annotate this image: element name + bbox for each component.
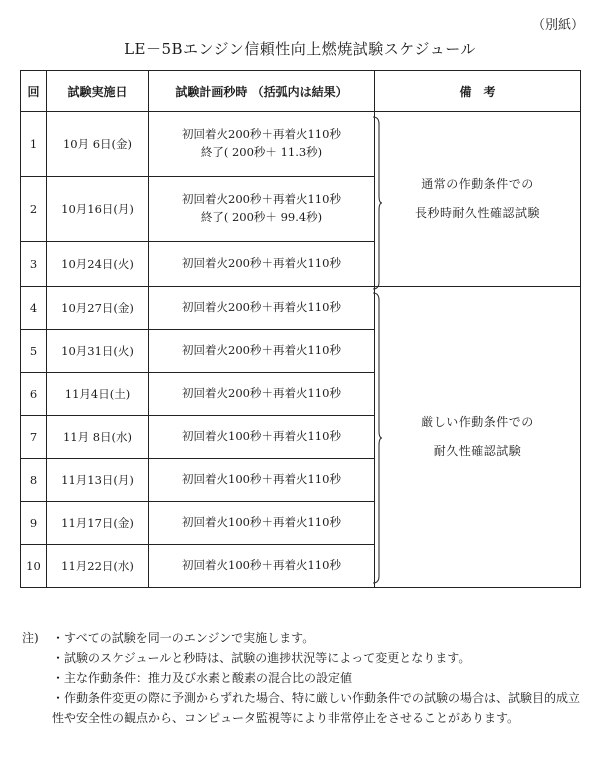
bracket-normal-icon	[372, 116, 382, 290]
remarks-normal-line2: 長秒時耐久性確認試験	[414, 206, 540, 220]
round-number: 6	[21, 373, 47, 416]
notes-section	[22, 628, 582, 728]
table-header-row	[21, 71, 581, 112]
note-item: ・作動条件変更の際に予測からずれた場合、特に厳しい作動条件での試験の場合は、試験目的成立性や安全性の観点から、コンピュータ監視等により非常停止をさせることがあります。	[52, 691, 581, 725]
test-plan: 初回着火200秒＋再着火110秒	[149, 373, 375, 416]
plan-result: 終了( 200秒＋ 11.3秒)	[200, 145, 323, 159]
test-plan: 初回着火100秒＋再着火110秒	[149, 416, 375, 459]
test-date: 11月22日(水)	[47, 545, 149, 588]
test-date: 11月4日(土)	[47, 373, 149, 416]
test-plan: 初回着火100秒＋再着火110秒	[149, 502, 375, 545]
round-number: 1	[21, 112, 47, 177]
test-date: 10月16日(月)	[47, 177, 149, 242]
round-number: 5	[21, 330, 47, 373]
header-date: 試験実施日	[47, 71, 149, 112]
note-item: ・試験のスケジュールと秒時は、試験の進捗状況等によって変更となります。	[52, 651, 471, 665]
header-remarks: 備 考	[375, 71, 581, 112]
round-number: 3	[21, 242, 47, 287]
plan-seconds: 初回着火200秒＋再着火110秒	[182, 127, 341, 142]
remarks-normal-line1: 通常の作動条件での	[421, 177, 534, 192]
test-date: 10月27日(金)	[47, 287, 149, 330]
remarks-normal	[375, 112, 581, 287]
table-row	[21, 287, 581, 330]
attachment-label: （別紙）	[531, 18, 584, 33]
test-date: 11月13日(月)	[47, 459, 149, 502]
remarks-severe-line1: 厳しい作動条件での	[421, 415, 534, 430]
plan-seconds: 初回着火200秒＋再着火110秒	[182, 192, 341, 207]
test-plan: 初回着火100秒＋再着火110秒	[149, 545, 375, 588]
round-number: 2	[21, 177, 47, 242]
test-date: 10月24日(火)	[47, 242, 149, 287]
notes-label: 注)	[22, 631, 39, 645]
header-plan: 試験計画秒時 （括弧内は結果）	[149, 71, 375, 112]
test-date: 11月17日(金)	[47, 502, 149, 545]
test-date: 10月 6日(金)	[47, 112, 149, 177]
test-date: 11月 8日(水)	[47, 416, 149, 459]
test-plan: 初回着火200秒＋再着火110秒	[149, 330, 375, 373]
note-item: ・主な作動条件：推力及び水素と酸素の混合比の設定値	[52, 671, 353, 685]
round-number: 9	[21, 502, 47, 545]
notes-list	[22, 628, 582, 728]
test-plan: 初回着火100秒＋再着火110秒	[149, 459, 375, 502]
round-number: 8	[21, 459, 47, 502]
test-plan: 初回着火200秒＋再着火110秒	[149, 242, 375, 287]
note-item: ・すべての試験を同一のエンジンで実施します。	[52, 631, 315, 645]
remarks-severe-line2: 耐久性確認試験	[433, 444, 522, 458]
test-date: 10月31日(火)	[47, 330, 149, 373]
table-row	[21, 112, 581, 177]
round-number: 10	[21, 545, 47, 588]
test-plan: 初回着火200秒＋再着火110秒	[149, 287, 375, 330]
test-plan	[149, 177, 375, 242]
round-number: 4	[21, 287, 47, 330]
bracket-severe-icon	[372, 292, 382, 584]
round-number: 7	[21, 416, 47, 459]
schedule-table	[20, 70, 581, 588]
plan-result: 終了( 200秒＋ 99.4秒)	[200, 210, 323, 224]
header-round: 回	[21, 71, 47, 112]
remarks-severe	[375, 287, 581, 588]
test-plan	[149, 112, 375, 177]
page-title: LE－5Bエンジン信頼性向上燃焼試験スケジュール	[124, 40, 476, 58]
